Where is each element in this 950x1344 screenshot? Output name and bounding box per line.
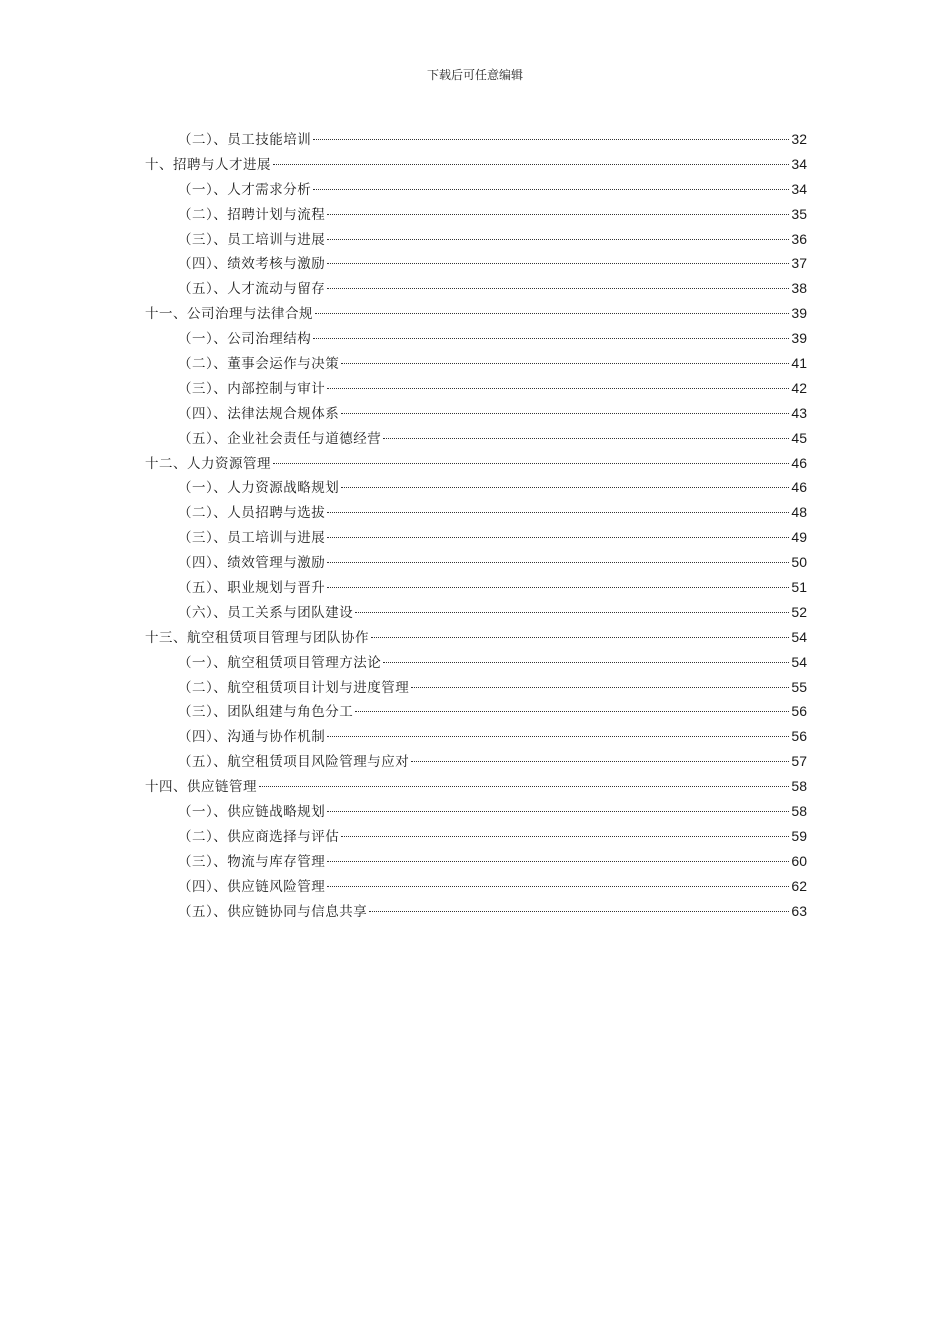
toc-entry[interactable]: [145, 675, 807, 700]
toc-entry-label: （四）、法律法规合规体系: [178, 405, 340, 422]
toc-entry-page-number: 59: [791, 827, 807, 844]
toc-entry[interactable]: [145, 650, 807, 675]
toc-entry-page-number: 49: [791, 529, 807, 546]
toc-entry-page-number: 56: [791, 728, 807, 745]
toc-entry-label: （五）、航空租赁项目风险管理与应对: [178, 754, 410, 771]
toc-dot-leader: [315, 313, 789, 314]
toc-entry-label: （二）、招聘计划与流程: [178, 206, 326, 223]
toc-entry-page-number: 54: [791, 628, 807, 645]
toc-entry[interactable]: [145, 899, 807, 924]
toc-dot-leader: [355, 711, 789, 712]
toc-dot-leader: [411, 761, 789, 762]
toc-entry[interactable]: [145, 326, 807, 351]
toc-dot-leader: [273, 164, 789, 165]
toc-entry-page-number: 42: [791, 379, 807, 396]
toc-entry-label: （三）、员工培训与进展: [178, 231, 326, 248]
toc-entry[interactable]: [145, 724, 807, 749]
toc-dot-leader: [327, 388, 789, 389]
toc-entry-label: （六）、员工关系与团队建设: [178, 604, 354, 621]
toc-dot-leader: [327, 587, 789, 588]
toc-entry-page-number: 51: [791, 579, 807, 596]
toc-entry[interactable]: [145, 799, 807, 824]
toc-entry-label: （五）、企业社会责任与道德经营: [178, 430, 382, 447]
toc-entry-page-number: 32: [791, 131, 807, 147]
toc-entry[interactable]: [145, 127, 807, 152]
toc-entry-page-number: 39: [791, 305, 807, 322]
toc-entry-page-number: 60: [791, 852, 807, 869]
toc-entry-page-number: 35: [791, 205, 807, 222]
toc-dot-leader: [259, 786, 789, 787]
toc-dot-leader: [327, 263, 789, 264]
toc-entry-page-number: 54: [791, 653, 807, 670]
toc-entry[interactable]: [145, 301, 807, 326]
toc-entry[interactable]: [145, 227, 807, 252]
toc-entry-page-number: 34: [791, 180, 807, 197]
toc-entry-page-number: 46: [791, 479, 807, 496]
toc-entry[interactable]: [145, 849, 807, 874]
toc-dot-leader: [355, 612, 789, 613]
toc-entry-label: （四）、沟通与协作机制: [178, 729, 326, 746]
toc-entry[interactable]: [145, 177, 807, 202]
toc-dot-leader: [327, 736, 789, 737]
toc-dot-leader: [327, 214, 789, 215]
toc-entry-label: （一）、公司治理结构: [178, 331, 312, 348]
toc-entry-page-number: 56: [791, 703, 807, 720]
toc-entry-label: （三）、物流与库存管理: [178, 853, 326, 870]
toc-entry[interactable]: [145, 152, 807, 177]
toc-entry[interactable]: [145, 774, 807, 799]
toc-entry-label: （二）、航空租赁项目计划与进度管理: [178, 679, 410, 696]
toc-dot-leader: [383, 662, 789, 663]
toc-entry-label: （二）、人员招聘与选拔: [178, 505, 326, 522]
toc-entry[interactable]: [145, 699, 807, 724]
toc-entry-page-number: 45: [791, 429, 807, 446]
toc-entry-label: （四）、绩效管理与激励: [178, 555, 326, 572]
toc-entry[interactable]: [145, 251, 807, 276]
toc-entry[interactable]: [145, 749, 807, 774]
toc-dot-leader: [411, 687, 789, 688]
toc-dot-leader: [313, 139, 789, 140]
toc-entry[interactable]: [145, 451, 807, 476]
toc-entry-page-number: 52: [791, 603, 807, 620]
toc-dot-leader: [369, 911, 789, 912]
toc-entry-label: （五）、人才流动与留存: [178, 281, 326, 298]
toc-entry-page-number: 43: [791, 404, 807, 421]
toc-entry-page-number: 39: [791, 330, 807, 347]
toc-dot-leader: [341, 363, 789, 364]
toc-entry[interactable]: [145, 376, 807, 401]
toc-dot-leader: [327, 537, 789, 538]
toc-entry-label: （二）、董事会运作与决策: [178, 356, 340, 373]
toc-entry[interactable]: [145, 525, 807, 550]
toc-entry-label: （一）、人才需求分析: [178, 181, 312, 198]
toc-entry-label: （三）、内部控制与审计: [178, 380, 326, 397]
toc-dot-leader: [327, 239, 789, 240]
toc-entry-page-number: 37: [791, 255, 807, 272]
toc-dot-leader: [341, 413, 789, 414]
toc-dot-leader: [327, 562, 789, 563]
toc-entry-label: 十四、供应链管理: [145, 779, 257, 796]
toc-entry-label: （五）、职业规划与晋升: [178, 580, 326, 597]
toc-entry[interactable]: [145, 426, 807, 451]
toc-entry[interactable]: [145, 276, 807, 301]
toc-entry-page-number: 34: [791, 155, 807, 172]
toc-entry-page-number: 46: [791, 454, 807, 471]
toc-entry-label: （一）、航空租赁项目管理方法论: [178, 654, 382, 671]
toc-dot-leader: [327, 288, 789, 289]
toc-entry-page-number: 58: [791, 778, 807, 795]
toc-entry-page-number: 48: [791, 504, 807, 521]
toc-entry-label: （二）、员工技能培训: [178, 132, 312, 148]
toc-entry-page-number: 38: [791, 280, 807, 297]
toc-entry[interactable]: [145, 475, 807, 500]
toc-entry[interactable]: [145, 575, 807, 600]
toc-entry-page-number: 41: [791, 355, 807, 372]
toc-entry-page-number: 58: [791, 803, 807, 820]
toc-entry-label: （一）、人力资源战略规划: [178, 480, 340, 497]
toc-dot-leader: [313, 189, 789, 190]
toc-entry-label: （四）、绩效考核与激励: [178, 256, 326, 273]
toc-dot-leader: [341, 836, 789, 837]
toc-entry-label: 十三、航空租赁项目管理与团队协作: [145, 629, 369, 646]
toc-entry[interactable]: [145, 351, 807, 376]
toc-entry-page-number: 63: [791, 902, 807, 919]
toc-entry-label: 十一、公司治理与法律合规: [145, 306, 313, 323]
toc-entry[interactable]: [145, 874, 807, 899]
toc-dot-leader: [371, 637, 789, 638]
toc-dot-leader: [341, 487, 789, 488]
table-of-contents: [145, 127, 807, 924]
toc-entry-label: 十、招聘与人才进展: [145, 156, 271, 173]
toc-entry-page-number: 36: [791, 230, 807, 247]
toc-entry-label: （一）、供应链战略规划: [178, 804, 326, 821]
page-header: 下载后可任意编辑: [426, 68, 523, 82]
toc-entry-label: （五）、供应链协同与信息共享: [178, 903, 368, 920]
toc-entry-label: 十二、人力资源管理: [145, 455, 271, 472]
toc-entry-page-number: 50: [791, 554, 807, 571]
toc-entry[interactable]: [145, 202, 807, 227]
toc-entry-page-number: 57: [791, 753, 807, 770]
toc-entry[interactable]: [145, 824, 807, 849]
toc-dot-leader: [313, 338, 789, 339]
toc-dot-leader: [327, 861, 789, 862]
toc-dot-leader: [383, 438, 789, 439]
toc-entry-page-number: 62: [791, 877, 807, 894]
toc-entry[interactable]: [145, 500, 807, 525]
toc-entry[interactable]: [145, 401, 807, 426]
toc-entry-label: （三）、团队组建与角色分工: [178, 704, 354, 721]
toc-entry[interactable]: [145, 625, 807, 650]
toc-entry-page-number: 55: [791, 678, 807, 695]
toc-entry[interactable]: [145, 550, 807, 575]
toc-dot-leader: [327, 811, 789, 812]
toc-dot-leader: [327, 886, 789, 887]
toc-entry-label: （三）、员工培训与进展: [178, 530, 326, 547]
toc-dot-leader: [327, 512, 789, 513]
toc-entry[interactable]: [145, 600, 807, 625]
toc-entry-label: （四）、供应链风险管理: [178, 878, 326, 895]
toc-entry-label: （二）、供应商选择与评估: [178, 828, 340, 845]
toc-dot-leader: [273, 463, 789, 464]
